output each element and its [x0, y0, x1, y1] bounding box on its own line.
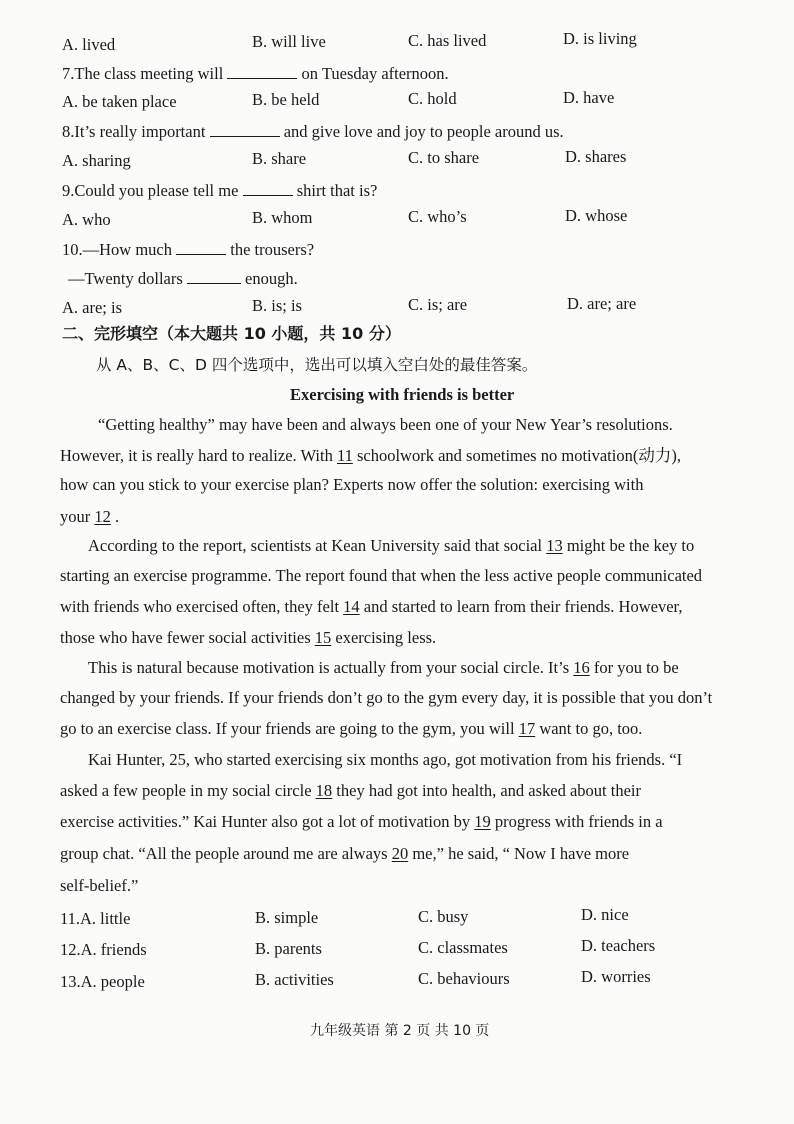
q10-option-c: C. is; are: [408, 295, 468, 314]
blank-number-20: 20: [391, 844, 409, 863]
q10-line2-after: enough.: [245, 269, 298, 288]
q10-option-a: A. are; is: [62, 298, 123, 317]
passage-text: group chat. “All the people around me are always: [60, 844, 388, 863]
q11-option-b: B. simple: [255, 908, 319, 927]
section-heading: 二、完形填空（本大题共 10 小题，共 10 分）: [62, 324, 401, 343]
q9-stem: [62, 179, 377, 201]
page-footer: 九年级英语 第 2 页 共 10 页: [310, 1023, 490, 1039]
blank-number-14: 14: [343, 597, 360, 616]
q8-stem: [62, 120, 564, 142]
passage-line: [60, 719, 642, 739]
q9-stem-before: 9.Could you please tell me: [62, 181, 239, 200]
q13-option-d: D. worries: [581, 967, 651, 986]
q7-option-b: B. be held: [252, 90, 320, 109]
q10-option-d: D. are; are: [567, 294, 637, 313]
passage-line: [60, 628, 436, 648]
passage-text: me,” he said, “ Now I have more: [412, 844, 630, 863]
passage-text: According to the report, scientists at Kean University said that social: [88, 536, 543, 555]
blank-number-19: 19: [474, 812, 491, 831]
passage-text: those who have fewer social activities: [60, 628, 311, 647]
passage-line: [88, 536, 694, 556]
q13-option-a: 13.A. people: [60, 972, 145, 991]
passage-line: Kai Hunter, 25, who started exercising six months ago, got motivation from his friends. “I: [88, 750, 683, 769]
passage-line: [60, 781, 641, 801]
q10-blank-1: [176, 238, 226, 255]
q12-option-d: D. teachers: [581, 936, 656, 955]
q10-option-b: B. is; is: [252, 296, 302, 315]
passage-text: .: [115, 507, 120, 526]
q6-option-b: B. will live: [252, 32, 326, 51]
passage-text: might be the key to: [566, 536, 695, 555]
blank-number-16: 16: [573, 658, 590, 677]
q7-option-d: D. have: [563, 88, 615, 107]
passage-line: starting an exercise programme. The report found that when the less active people communicated: [60, 566, 703, 585]
passage-text: schoolwork and sometimes no motivation(动力),: [356, 446, 681, 465]
passage-text: asked a few people in my social circle: [60, 781, 312, 800]
q11-option-c: C. busy: [418, 907, 469, 926]
passage-text: for you to be: [593, 658, 679, 677]
passage-line: [60, 597, 682, 617]
q9-stem-after: shirt that is?: [296, 181, 378, 200]
q7-stem: [62, 62, 449, 84]
q11-option-d: D. nice: [581, 905, 629, 924]
blank-number-17: 17: [518, 719, 536, 738]
blank-number-11: 11: [336, 446, 353, 465]
passage-text: exercise activities.” Kai Hunter also got a lot of motivation by: [60, 812, 471, 831]
q7-blank: [227, 62, 297, 79]
q9-option-b: B. whom: [252, 208, 313, 227]
passage-text: your: [60, 507, 91, 526]
q7-stem-after: on Tuesday afternoon.: [301, 64, 449, 83]
q8-stem-before: 8.It’s really important: [62, 122, 206, 141]
passage-text: with friends who exercised often, they felt: [60, 597, 340, 616]
passage-line: how can you stick to your exercise plan? Experts now offer the solution: exercising with: [60, 475, 644, 494]
passage-text: progress with friends in a: [494, 812, 663, 831]
passage-text: they had got into health, and asked about their: [336, 781, 641, 800]
q8-option-b: B. share: [252, 149, 307, 168]
q8-stem-after: and give love and joy to people around us.: [283, 122, 564, 141]
blank-number-15: 15: [314, 628, 332, 647]
passage-line: “Getting healthy” may have been and always been one of your New Year’s resolutions.: [98, 415, 673, 434]
q13-option-c: C. behaviours: [418, 969, 510, 988]
q13-option-b: B. activities: [255, 970, 334, 989]
q10-line1-after: the trousers?: [230, 240, 315, 259]
q12-option-b: B. parents: [255, 939, 322, 958]
blank-number-12: 12: [94, 507, 111, 526]
q10-line2: [68, 267, 298, 289]
section-instruction: 从 A、B、C、D 四个选项中，选出可以填入空白处的最佳答案。: [96, 356, 538, 374]
passage-text: exercising less.: [335, 628, 437, 647]
q9-blank: [243, 179, 293, 196]
q8-option-d: D. shares: [565, 147, 627, 166]
q11-option-a: 11.A. little: [60, 909, 131, 928]
q10-line1-before: 10.—How much: [62, 240, 172, 259]
q6-option-c: C. has lived: [408, 31, 487, 50]
q12-option-a: 12.A. friends: [60, 940, 147, 959]
blank-number-18: 18: [315, 781, 333, 800]
q9-option-a: A. who: [62, 210, 111, 229]
q8-blank: [210, 120, 280, 137]
q7-stem-before: 7.The class meeting will: [62, 64, 224, 83]
q7-option-c: C. hold: [408, 89, 457, 108]
passage-text: go to an exercise class. If your friends are going to the gym, you will: [60, 719, 515, 738]
q6-option-a: A. lived: [62, 35, 116, 54]
q9-option-c: C. who’s: [408, 207, 467, 226]
passage-line: changed by your friends. If your friends don’t go to the gym every day, it is possible that you don’t: [60, 688, 713, 707]
q8-option-a: A. sharing: [62, 151, 131, 170]
q10-line1: [62, 238, 314, 260]
q6-option-d: D. is living: [563, 29, 637, 48]
passage-text: This is natural because motivation is actually from your social circle. It’s: [88, 658, 570, 677]
q7-option-a: A. be taken place: [62, 92, 177, 111]
passage-line: [60, 812, 663, 832]
passage-line: [60, 844, 629, 864]
passage-text: want to go, too.: [539, 719, 643, 738]
q12-option-c: C. classmates: [418, 938, 508, 957]
q9-option-d: D. whose: [565, 206, 628, 225]
passage-text: and started to learn from their friends. However,: [363, 597, 683, 616]
passage-line: [60, 507, 119, 527]
q8-option-c: C. to share: [408, 148, 480, 167]
passage-title: Exercising with friends is better: [290, 385, 515, 404]
passage-line: [60, 446, 681, 466]
passage-line: [88, 658, 679, 678]
blank-number-13: 13: [546, 536, 563, 555]
passage-text: However, it is really hard to realize. With: [60, 446, 333, 465]
q10-line2-before: —Twenty dollars: [68, 269, 183, 288]
passage-line: self-belief.”: [60, 876, 139, 895]
q10-blank-2: [187, 267, 241, 284]
